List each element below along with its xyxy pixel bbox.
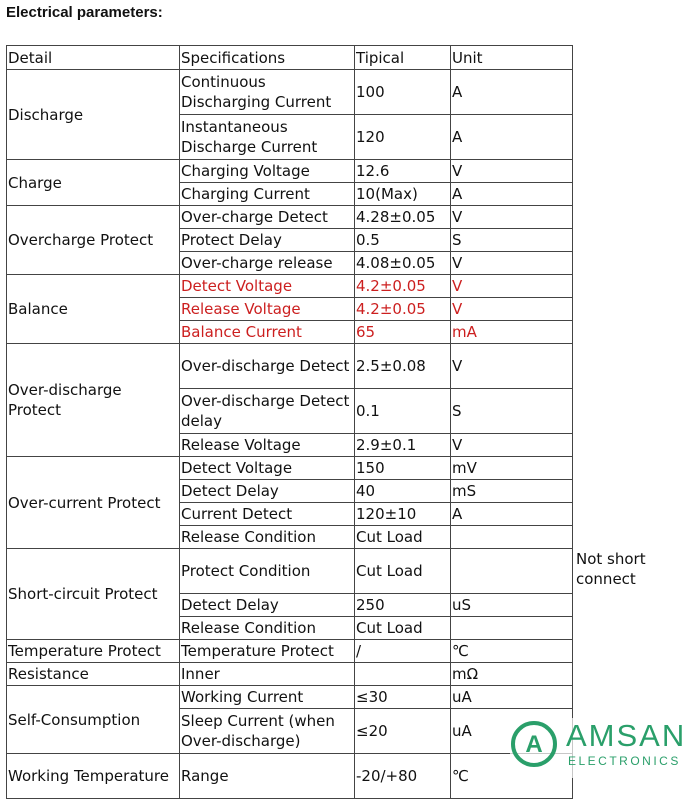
unit-cell: A [451, 503, 573, 526]
brand-logo [510, 718, 700, 778]
typical-cell: ≤20 [355, 709, 451, 754]
spec-cell: Continuous Discharging Current [180, 70, 355, 115]
logo-badge-letter: A [525, 731, 543, 758]
header-detail: Detail [7, 46, 180, 70]
header-typical: Tipical [355, 46, 451, 70]
typical-cell: 4.08±0.05 [355, 252, 451, 275]
spec-cell: Working Current [180, 686, 355, 709]
spec-cell: Detect Delay [180, 594, 355, 617]
spec-cell: Inner [180, 663, 355, 686]
typical-cell: -20/+80 [355, 754, 451, 799]
spec-cell: Instantaneous Discharge Current [180, 115, 355, 160]
spec-cell: Detect Voltage [180, 457, 355, 480]
typical-cell: 4.2±0.05 [355, 275, 451, 298]
unit-cell: ℃ [451, 640, 573, 663]
spec-cell: Detect Delay [180, 480, 355, 503]
spec-cell: Release Voltage [180, 434, 355, 457]
page-heading: Electrical parameters: [6, 4, 163, 21]
short-circuit-note: Not short connect [573, 549, 698, 617]
header-unit: Unit [451, 46, 573, 70]
unit-cell: V [451, 344, 573, 389]
group-label: Overcharge Protect [7, 206, 180, 275]
logo-badge-icon [510, 720, 558, 768]
table-row [7, 640, 698, 663]
spec-cell: Range [180, 754, 355, 799]
group-label: Short-circuit Protect [7, 549, 180, 640]
typical-cell: / [355, 640, 451, 663]
typical-cell: 100 [355, 70, 451, 115]
group-label: Working Temperature [7, 754, 180, 799]
group-label: Balance [7, 275, 180, 344]
spec-cell: Temperature Protect [180, 640, 355, 663]
unit-cell: V [451, 252, 573, 275]
table-row [7, 275, 698, 298]
typical-cell: Cut Load [355, 549, 451, 594]
table-row [7, 663, 698, 686]
typical-cell: 40 [355, 480, 451, 503]
typical-cell: 120 [355, 115, 451, 160]
table-row [7, 686, 698, 709]
spec-cell: Sleep Current (when Over-discharge) [180, 709, 355, 754]
spec-cell: Protect Condition [180, 549, 355, 594]
group-label: Temperature Protect [7, 640, 180, 663]
table-row [7, 206, 698, 229]
typical-cell: 0.5 [355, 229, 451, 252]
typical-cell: ≤30 [355, 686, 451, 709]
spec-cell: Detect Voltage [180, 275, 355, 298]
typical-cell: 65 [355, 321, 451, 344]
table-row [7, 344, 698, 389]
unit-cell: mS [451, 480, 573, 503]
typical-cell: 120±10 [355, 503, 451, 526]
unit-cell: uA [451, 709, 573, 754]
logo-brand-text: AMSAN [566, 718, 687, 753]
spec-cell: Charging Current [180, 183, 355, 206]
spec-cell: Over-charge release [180, 252, 355, 275]
unit-cell: mΩ [451, 663, 573, 686]
spec-cell: Over-discharge Detect delay [180, 389, 355, 434]
spec-cell: Current Detect [180, 503, 355, 526]
unit-cell: V [451, 434, 573, 457]
header-specifications: Specifications [180, 46, 355, 70]
unit-cell [451, 617, 573, 640]
unit-cell [451, 549, 573, 594]
spec-cell: Balance Current [180, 321, 355, 344]
group-label: Discharge [7, 70, 180, 160]
unit-cell [451, 526, 573, 549]
spec-cell: Charging Voltage [180, 160, 355, 183]
unit-cell: A [451, 70, 573, 115]
spec-cell: Release Condition [180, 617, 355, 640]
unit-cell: ℃ [451, 754, 573, 799]
spec-cell: Protect Delay [180, 229, 355, 252]
unit-cell: A [451, 183, 573, 206]
typical-cell: 10(Max) [355, 183, 451, 206]
group-label: Self-Consumption [7, 686, 180, 754]
table-row [7, 160, 698, 183]
group-label: Over-discharge Protect [7, 344, 180, 457]
group-label: Over-current Protect [7, 457, 180, 549]
unit-cell: S [451, 229, 573, 252]
unit-cell: uS [451, 594, 573, 617]
typical-cell: 12.6 [355, 160, 451, 183]
unit-cell: V [451, 275, 573, 298]
typical-cell: 4.28±0.05 [355, 206, 451, 229]
unit-cell: A [451, 115, 573, 160]
table-row [7, 70, 698, 115]
header-row [7, 46, 698, 70]
group-label: Charge [7, 160, 180, 206]
typical-cell: 150 [355, 457, 451, 480]
spec-cell: Release Voltage [180, 298, 355, 321]
group-label: Resistance [7, 663, 180, 686]
logo-subtitle: ELECTRONICS [568, 754, 681, 768]
spec-cell: Over-discharge Detect [180, 344, 355, 389]
typical-cell: 4.2±0.05 [355, 298, 451, 321]
typical-cell: Cut Load [355, 617, 451, 640]
typical-cell: 2.5±0.08 [355, 344, 451, 389]
unit-cell: mV [451, 457, 573, 480]
unit-cell: V [451, 206, 573, 229]
unit-cell: V [451, 160, 573, 183]
typical-cell [355, 663, 451, 686]
unit-cell: V [451, 298, 573, 321]
unit-cell: S [451, 389, 573, 434]
typical-cell: 250 [355, 594, 451, 617]
typical-cell: Cut Load [355, 526, 451, 549]
table-row [7, 549, 698, 594]
typical-cell: 0.1 [355, 389, 451, 434]
spec-cell: Over-charge Detect [180, 206, 355, 229]
unit-cell: uA [451, 686, 573, 709]
typical-cell: 2.9±0.1 [355, 434, 451, 457]
table-row [7, 457, 698, 480]
spec-cell: Release Condition [180, 526, 355, 549]
electrical-parameters-table [6, 45, 698, 799]
unit-cell: mA [451, 321, 573, 344]
